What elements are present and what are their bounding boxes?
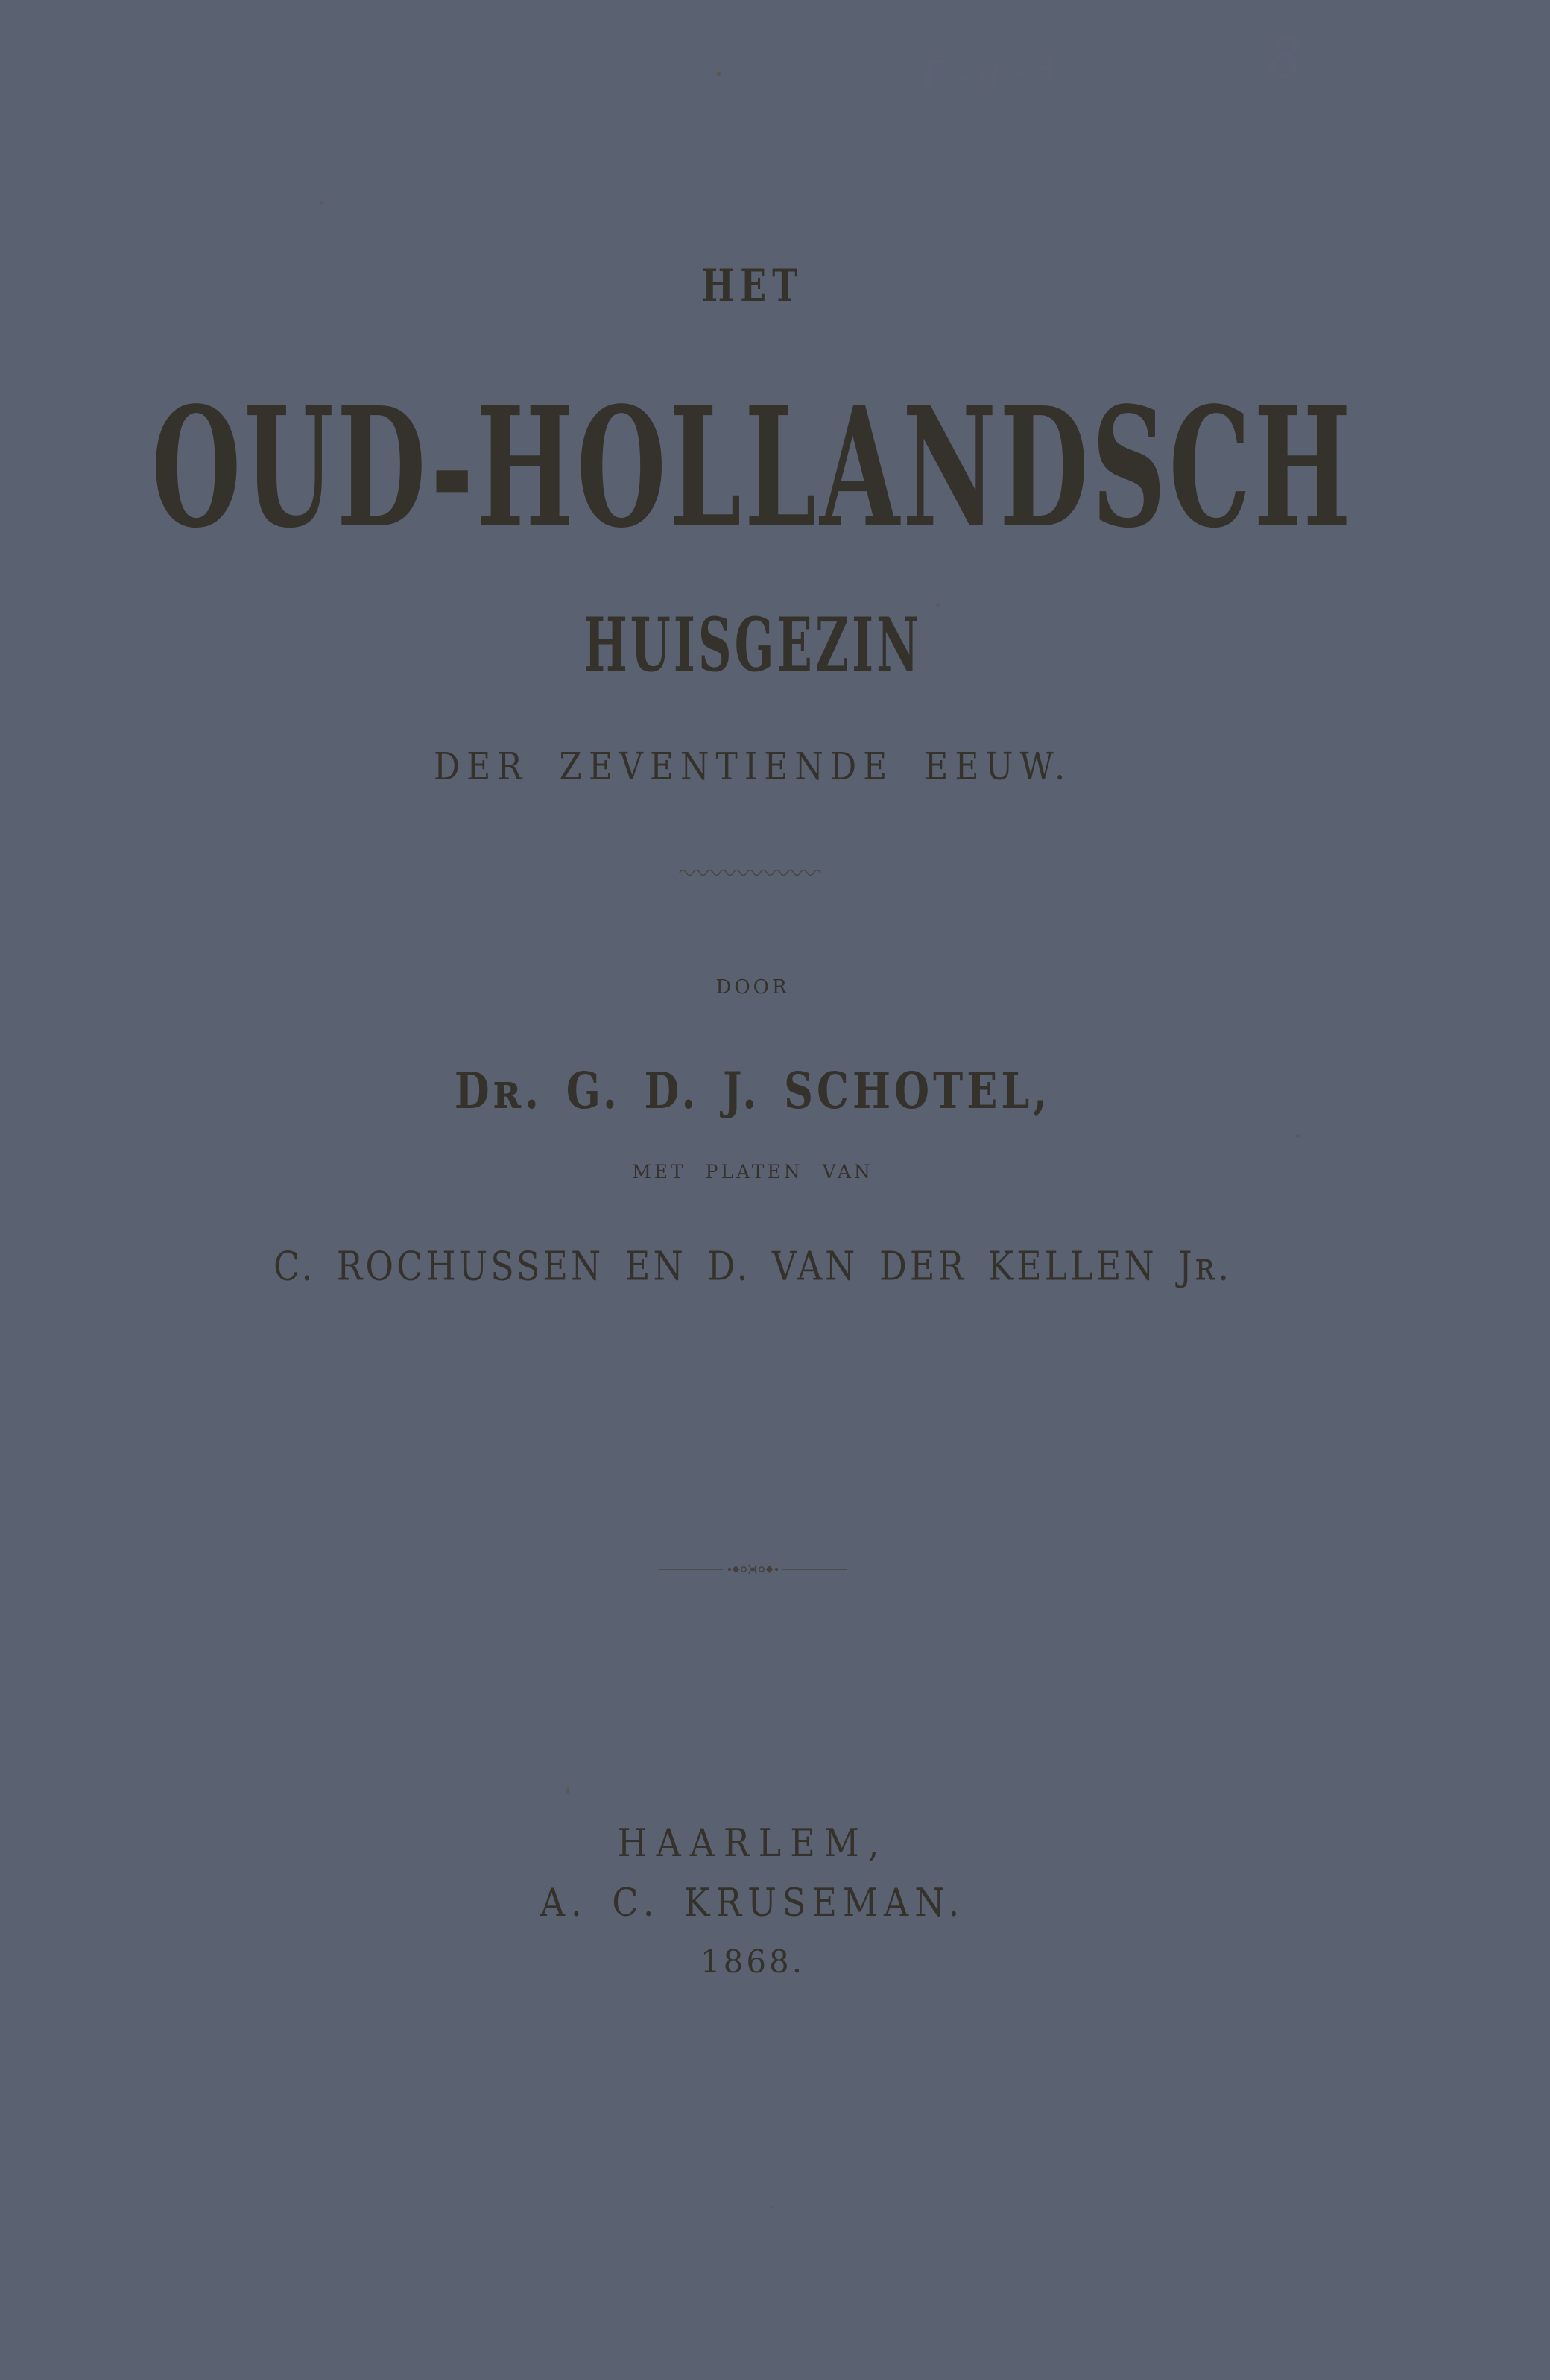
paper-speck: [771, 2206, 774, 2209]
paper-speck: [566, 1787, 569, 1794]
paper-speck: [1295, 1134, 1300, 1138]
series-line: DER ZEVENTIENDE EEUW.: [433, 745, 1072, 789]
imprint-year: 1868.: [700, 1943, 806, 1980]
paper-speck: [717, 72, 721, 76]
pretitle: HET: [701, 259, 804, 312]
handwritten-shelf-mark: F-a-3.: [919, 42, 1086, 103]
paper-speck: [320, 201, 323, 205]
plates-label: MET PLATEN VAN: [632, 1161, 873, 1183]
author-name: Dʀ. G. D. J. SCHOTEL,: [454, 1060, 1051, 1120]
imprint-city: HAARLEM,: [617, 1820, 888, 1866]
byline-label: DOOR: [715, 976, 790, 998]
book-page: [0, 7, 1538, 2369]
main-title: OUD-HOLLANDSCH: [151, 370, 1354, 565]
handwritten-price-mark: 8-: [1265, 25, 1322, 92]
illustrators-line: C. ROCHUSSEN EN D. VAN DER KELLEN Jʀ.: [273, 1243, 1233, 1290]
paper-speck: [936, 604, 940, 607]
imprint-publisher: A. C. KRUSEMAN.: [540, 1880, 966, 1925]
subtitle: HUISGEZIN: [583, 601, 922, 689]
wavy-rule-ornament: [0, 866, 1505, 878]
center-rule-ornament: [0, 1562, 1505, 1575]
